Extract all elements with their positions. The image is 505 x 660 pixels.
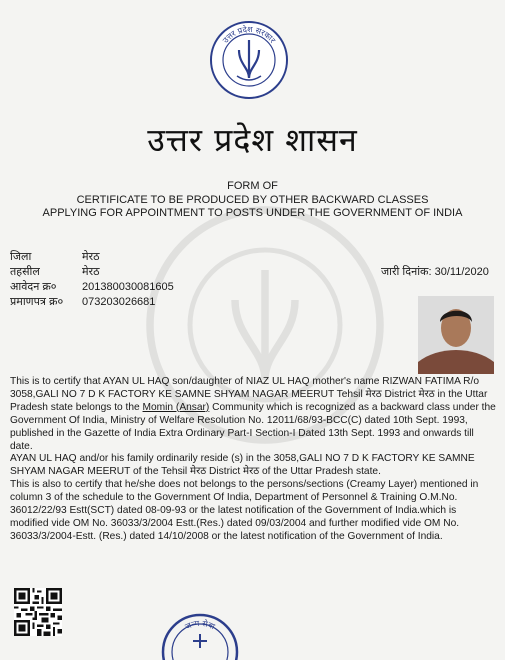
body-paragraph-3: This is also to certify that he/she does not belongs to the persons/sections (Creamy Layer) mentioned in column 3 of the schedule to the Government Of India, Department of Personnel & Training O.M.No. 36012/22/93 Estt(SCT) dated 08-09-93 or the latest notification of the Government of India.which is modified vide OM No. 36033/3/2004 Estt.(Res.) dated 09/03/2004 and further modified vide OM No. 36033/3/2004-Estt. (Res.) dated 14/10/2008 or the latest notification of the Government of India. <box>10 479 479 542</box>
application-number-label: आवेदन क्र० <box>10 281 57 293</box>
qr-code <box>14 588 62 636</box>
page-title: उत्तर प्रदेश शासन <box>147 121 358 159</box>
body-paragraph-1-part2: Community which is recognized as a backward class under the Government Of India, Ministry of Welfare Resolution No. 12011/68/93-BCC(C) dated 10th Sept. 1993, published in the Gazette of India Extra Ordinary Part-I Section-I Dated 13th Sept. 1993 and onwards till date. <box>10 401 496 452</box>
application-number-value: 201380030081605 <box>82 281 174 293</box>
district-label: जिला <box>10 251 32 263</box>
certificate-body <box>10 376 496 544</box>
issue-date <box>381 264 489 279</box>
form-heading-line1: FORM OF <box>227 180 278 192</box>
up-government-emblem <box>209 20 289 100</box>
issue-date-label: जारी दिनांक: <box>381 266 432 278</box>
district-value: मेरठ <box>82 251 100 263</box>
applicant-photo <box>418 296 494 374</box>
issue-date-value: 30/11/2020 <box>434 266 489 278</box>
body-paragraph-2: AYAN UL HAQ and/or his family ordinarily reside (s) in the 3058,GALI NO 7 D K FACTORY KE SAMNE SHYAM NAGAR MEERUT of the Tehsil मेरठ District मेरठ of the Uttar Pradesh state. <box>10 453 475 478</box>
certificate-meta <box>10 250 174 310</box>
body-paragraph-1 <box>10 376 496 453</box>
form-heading-line3: APPLYING FOR APPOINTMENT TO POSTS UNDER THE GOVERNMENT OF INDIA <box>42 207 463 219</box>
svg-text:जन्म सेवा <box>184 618 217 632</box>
certificate-number-value: 073203026681 <box>82 296 156 308</box>
emblem-text: उत्तर प्रदेश सरकार <box>220 24 278 45</box>
seal-text: जन्म सेवा <box>183 618 217 632</box>
tehsil-value: मेरठ <box>82 266 100 278</box>
certificate-number-label: प्रमाणपत्र क्र० <box>10 296 64 308</box>
form-heading-line2: CERTIFICATE TO BE PRODUCED BY OTHER BACKWARD CLASSES <box>76 193 429 206</box>
community-name: Momin (Ansar) <box>142 401 210 413</box>
official-seal <box>160 612 240 660</box>
body-paragraph-1-part1: This is to certify that AYAN UL HAQ son/daughter of NIAZ UL HAQ mother's name RIZWAN FATIMA R/o 3058,GALI NO 7 D K FACTORY KE SAMNE SHYAM NAGAR MEERUT Tehsil मेरठ District मेरठ in the Uttar Pradesh state belongs to the <box>10 376 488 413</box>
form-heading <box>0 180 505 221</box>
tehsil-label: तहसील <box>10 266 40 278</box>
